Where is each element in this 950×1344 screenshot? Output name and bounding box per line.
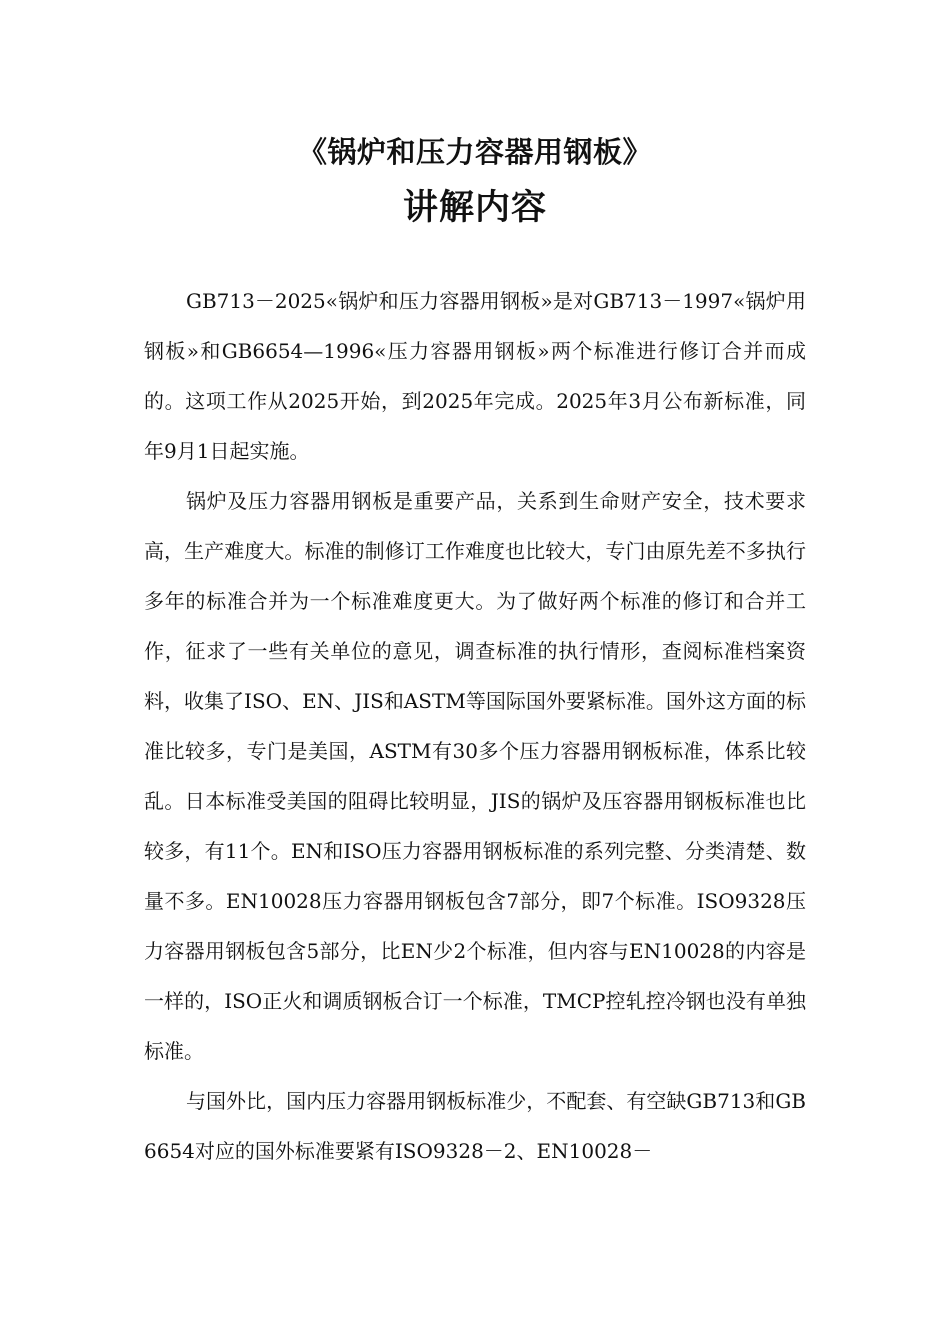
document-subtitle: 讲解内容 (402, 187, 547, 228)
document-title: 《锅炉和压力容器用钢板》 (297, 135, 652, 169)
paragraph: 与国外比，国内压力容器用钢板标准少，不配套、有空缺GB713和GB 6654对应的国外标准要紧有ISO9328－2、EN10028－ (144, 1089, 806, 1163)
title-block (0, 128, 950, 238)
document-body (144, 276, 806, 1176)
paragraph: 锅炉及压力容器用钢板是重要产品，关系到生命财产安全，技术要求高，生产难度大。标准的制修订工作难度也比较大，专门由原先差不多执行多年的标准合并为一个标准难度更大。为了做好两个标准的修订和合并工作，征求了一些有关单位的意见，调查标准的执行情形，查阅标准档案资料，收集了ISO、EN、JIS和ASTM等国际国外要紧标准。国外这方面的标准比较多，专门是美国，ASTM有30多个压力容器用钢板标准，体系比较乱。日本标准受美国的阻碍比较明显，JIS的锅炉及压容器用钢板标准也比较多，有11个。EN和ISO压力容器用钢板标准的系列完整、分类清楚、数量不多。EN10028压力容器用钢板包含7部分，即7个标准。ISO9328压力容器用钢板包含5部分，比EN少2个标准，但内容与EN10028的内容是一样的，ISO正火和调质钢板合订一个标准，TMCP控轧控冷钢也没有单独标准。 (144, 489, 806, 1063)
paragraph: GB713－2025«锅炉和压力容器用钢板»是对GB713－1997«锅炉用钢板»和GB6654—1996«压力容器用钢板»两个标准进行修订合并而成的。这项工作从2025开始，到2025年完成。2025年3月公布新标准，同年9月1日起实施。 (144, 289, 806, 463)
